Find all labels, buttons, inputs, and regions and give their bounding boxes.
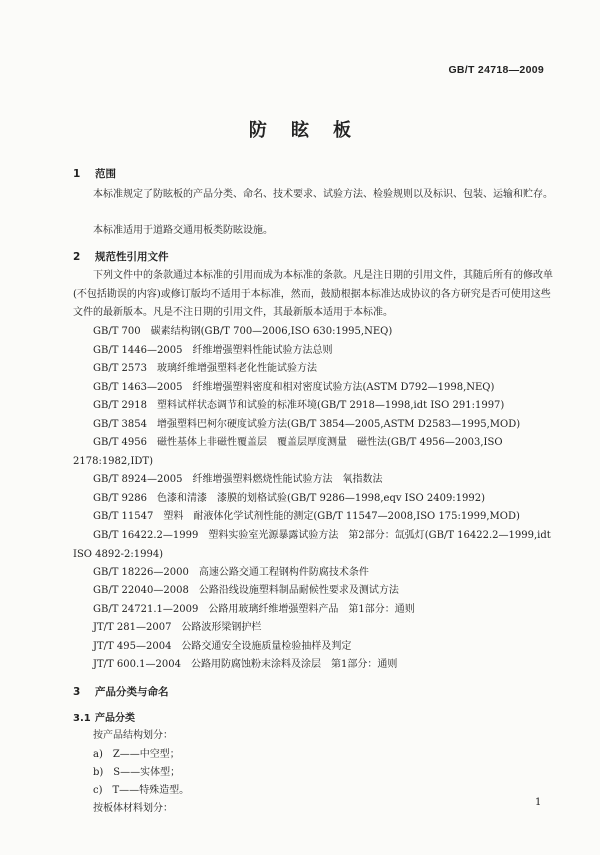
reference-item: GB/T 1446—2005 纤维增强塑料性能试验方法总则 bbox=[93, 345, 333, 356]
reference-item: JT/T 495—2004 公路交通安全设施质量检验抽样及判定 bbox=[93, 641, 352, 652]
structure-intro: 按产品结构划分： bbox=[93, 730, 173, 741]
section-3-heading: 3 产品分类与命名 bbox=[73, 686, 169, 698]
title-char: 板 bbox=[333, 120, 352, 141]
reference-item: GB/T 16422.2—1999 塑料实验室光源暴露试验方法 第2部分：氙弧灯(GB/T 16422.2—1999,idt ISO 4892-2:1994) bbox=[73, 530, 551, 560]
title-char: 防 bbox=[248, 120, 267, 141]
reference-item: GB/T 22040—2008 公路沿线设施塑料制品耐候性要求及测试方法 bbox=[93, 585, 399, 596]
section-2-heading: 2 规范性引用文件 bbox=[73, 251, 169, 263]
reference-item: JT/T 600.1—2004 公路用防腐蚀粉末涂料及涂层 第1部分：通则 bbox=[93, 659, 398, 670]
title-char: 眩 bbox=[290, 120, 310, 141]
reference-item: GB/T 4956 磁性基体上非磁性覆盖层 覆盖层厚度测量 磁性法(GB/T 4956—2003,ISO 2178:1982,IDT) bbox=[73, 437, 503, 467]
reference-item: GB/T 24721.1—2009 公路用玻璃纤维增强塑料产品 第1部分：通则 bbox=[93, 604, 415, 615]
list-item: c) T——特殊造型。 bbox=[93, 785, 190, 796]
reference-item: GB/T 8924—2005 纤维增强塑料燃烧性能试验方法 氧指数法 bbox=[93, 474, 383, 485]
reference-item: GB/T 18226—2000 高速公路交通工程钢构件防腐技术条件 bbox=[93, 567, 369, 578]
reference-item: GB/T 1463—2005 纤维增强塑料密度和相对密度试验方法(ASTM D792—1998,NEQ) bbox=[93, 382, 495, 393]
list-item: b) S——实体型； bbox=[93, 767, 181, 778]
section-1-para-1: 本标准规定了防眩板的产品分类、命名、技术要求、试验方法、检验规则以及标识、包装、运输和贮存。 bbox=[93, 189, 553, 200]
reference-item: GB/T 3854 增强塑料巴柯尔硬度试验方法(GB/T 3854—2005,ASTM D2583—1995,MOD) bbox=[93, 419, 521, 430]
reference-item: JT/T 281—2007 公路波形梁钢护栏 bbox=[93, 622, 262, 633]
section-1-para-2: 本标准适用于道路交通用板类防眩设施。 bbox=[93, 225, 273, 236]
material-intro: 按板体材料划分： bbox=[93, 803, 173, 814]
standard-number: GB/T 24718—2009 bbox=[448, 64, 544, 76]
list-item: a) Z——中空型； bbox=[93, 749, 180, 760]
reference-item: GB/T 11547 塑料 耐液体化学试剂性能的测定(GB/T 11547—2008,ISO 175:1999,MOD) bbox=[93, 511, 520, 522]
section-2-intro: 下列文件中的条款通过本标准的引用而成为本标准的条款。凡是注日期的引用文件，其随后所有的修改单(不包括勘误的内容)或修订版均不适用于本标准，然而，鼓励根据本标准达成协议的各方研究是否可使用这些文件的最新版本。凡是不注日期的引用文件，其最新版本适用于本标准。 bbox=[73, 270, 553, 318]
section-1-heading: 1 范围 bbox=[73, 168, 116, 180]
reference-item: GB/T 9286 色漆和清漆 漆膜的划格试验(GB/T 9286—1998,eqv ISO 2409:1992) bbox=[93, 493, 486, 504]
page-number: 1 bbox=[535, 797, 542, 808]
document-title bbox=[0, 116, 600, 142]
reference-item: GB/T 2573 玻璃纤维增强塑料老化性能试验方法 bbox=[93, 363, 318, 374]
section-3-1-heading: 3.1 产品分类 bbox=[73, 713, 135, 724]
reference-item: GB/T 700 碳素结构钢(GB/T 700—2006,ISO 630:1995,NEQ) bbox=[93, 326, 393, 337]
reference-item: GB/T 2918 塑料试样状态调节和试验的标准环境(GB/T 2918—1998,idt ISO 291:1997) bbox=[93, 400, 505, 411]
